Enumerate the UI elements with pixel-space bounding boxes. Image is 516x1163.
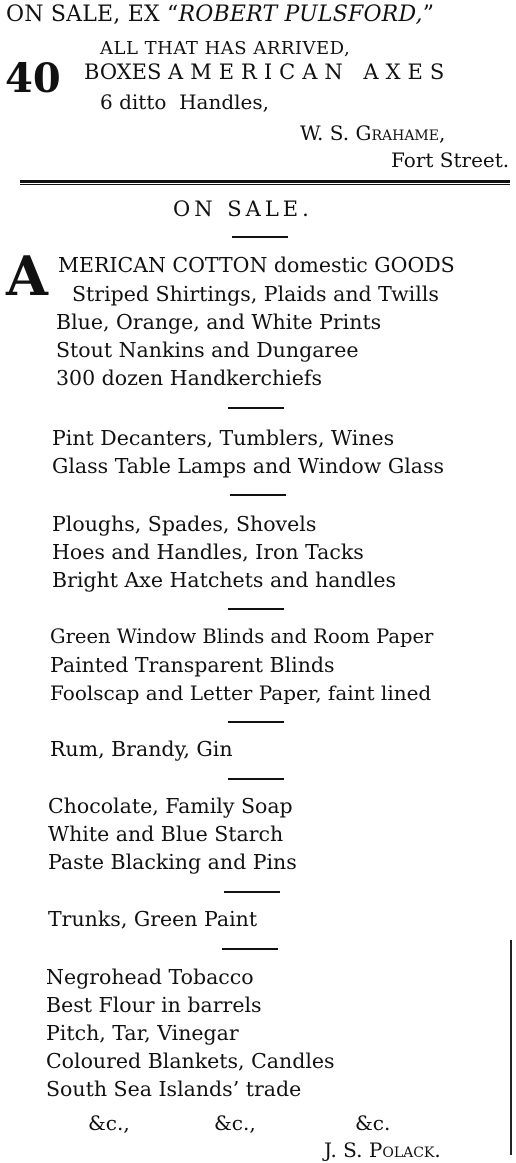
list-item: Coloured Blankets, Candles: [46, 1049, 335, 1073]
list-item: Hoes and Handles, Iron Tacks: [52, 540, 364, 564]
list-item: Ploughs, Spades, Shovels: [52, 512, 317, 536]
list-item: White and Blue Starch: [48, 822, 284, 846]
list-item: Blue, Orange, and White Prints: [56, 310, 382, 334]
list-item: Rum, Brandy, Gin: [50, 737, 233, 761]
list-item: Painted Transparent Blinds: [50, 653, 335, 677]
etcetera: &c.,: [214, 1111, 256, 1135]
ornament-dash: [230, 494, 286, 496]
list-item: Paste Blacking and Pins: [48, 850, 297, 874]
drop-cap: A: [6, 244, 48, 308]
ad1-headline: [6, 2, 434, 28]
ornament-dash: [228, 778, 284, 780]
ornament-dash: [232, 236, 288, 238]
list-item: Pitch, Tar, Vinegar: [46, 1021, 239, 1045]
list-item: MERICAN COTTON domestic GOODS: [58, 253, 455, 277]
ad1-headline-suffix: ”: [422, 2, 435, 27]
ad1-handles-line: 6 ditto Handles,: [100, 90, 270, 114]
etcetera: &c.,: [88, 1111, 130, 1135]
ad1-product-line: [84, 59, 451, 85]
ad2-signature: J. S. Polack.: [324, 1138, 441, 1162]
ad1-product-axes: AMERICAN AXES: [168, 60, 452, 84]
list-item: Chocolate, Family Soap: [48, 794, 293, 818]
ad2-heading: ON SALE.: [173, 197, 313, 221]
ad1-headline-prefix: ON SALE, EX “: [6, 2, 179, 27]
ornament-dash: [228, 407, 284, 409]
list-item: Trunks, Green Paint: [48, 907, 258, 931]
ad1-product-boxes: BOXES: [84, 60, 162, 84]
column-rule: [510, 940, 512, 1155]
ornament-dash: [228, 721, 284, 723]
list-item: Negrohead Tobacco: [46, 965, 254, 989]
list-item: Striped Shirtings, Plaids and Twills: [72, 282, 439, 306]
section-divider: [20, 180, 510, 183]
etcetera: &c.: [355, 1111, 391, 1135]
list-item: Foolscap and Letter Paper, faint lined: [50, 681, 432, 705]
ornament-dash: [224, 891, 280, 893]
list-item: Best Flour in barrels: [46, 993, 262, 1017]
ad1-signature: W. S. Grahame,: [300, 121, 446, 145]
ornament-dash: [222, 948, 278, 950]
list-item: Stout Nankins and Dungaree: [56, 338, 359, 362]
list-item: 300 dozen Handkerchiefs: [56, 366, 323, 390]
ad1-address: Fort Street.: [391, 148, 510, 172]
ad1-subheadline: ALL THAT HAS ARRIVED,: [100, 38, 351, 59]
section-divider-thin: [20, 184, 510, 185]
list-item: Pint Decanters, Tumblers, Wines: [52, 426, 395, 450]
list-item: South Sea Islands’ trade: [46, 1077, 302, 1101]
ship-name: ROBERT PULSFORD,: [178, 2, 423, 27]
ornament-dash: [228, 608, 284, 610]
ad1-count: 40: [5, 55, 61, 102]
list-item: Green Window Blinds and Room Paper: [50, 625, 434, 648]
list-item: Glass Table Lamps and Window Glass: [52, 454, 445, 478]
list-item: Bright Axe Hatchets and handles: [52, 568, 396, 592]
